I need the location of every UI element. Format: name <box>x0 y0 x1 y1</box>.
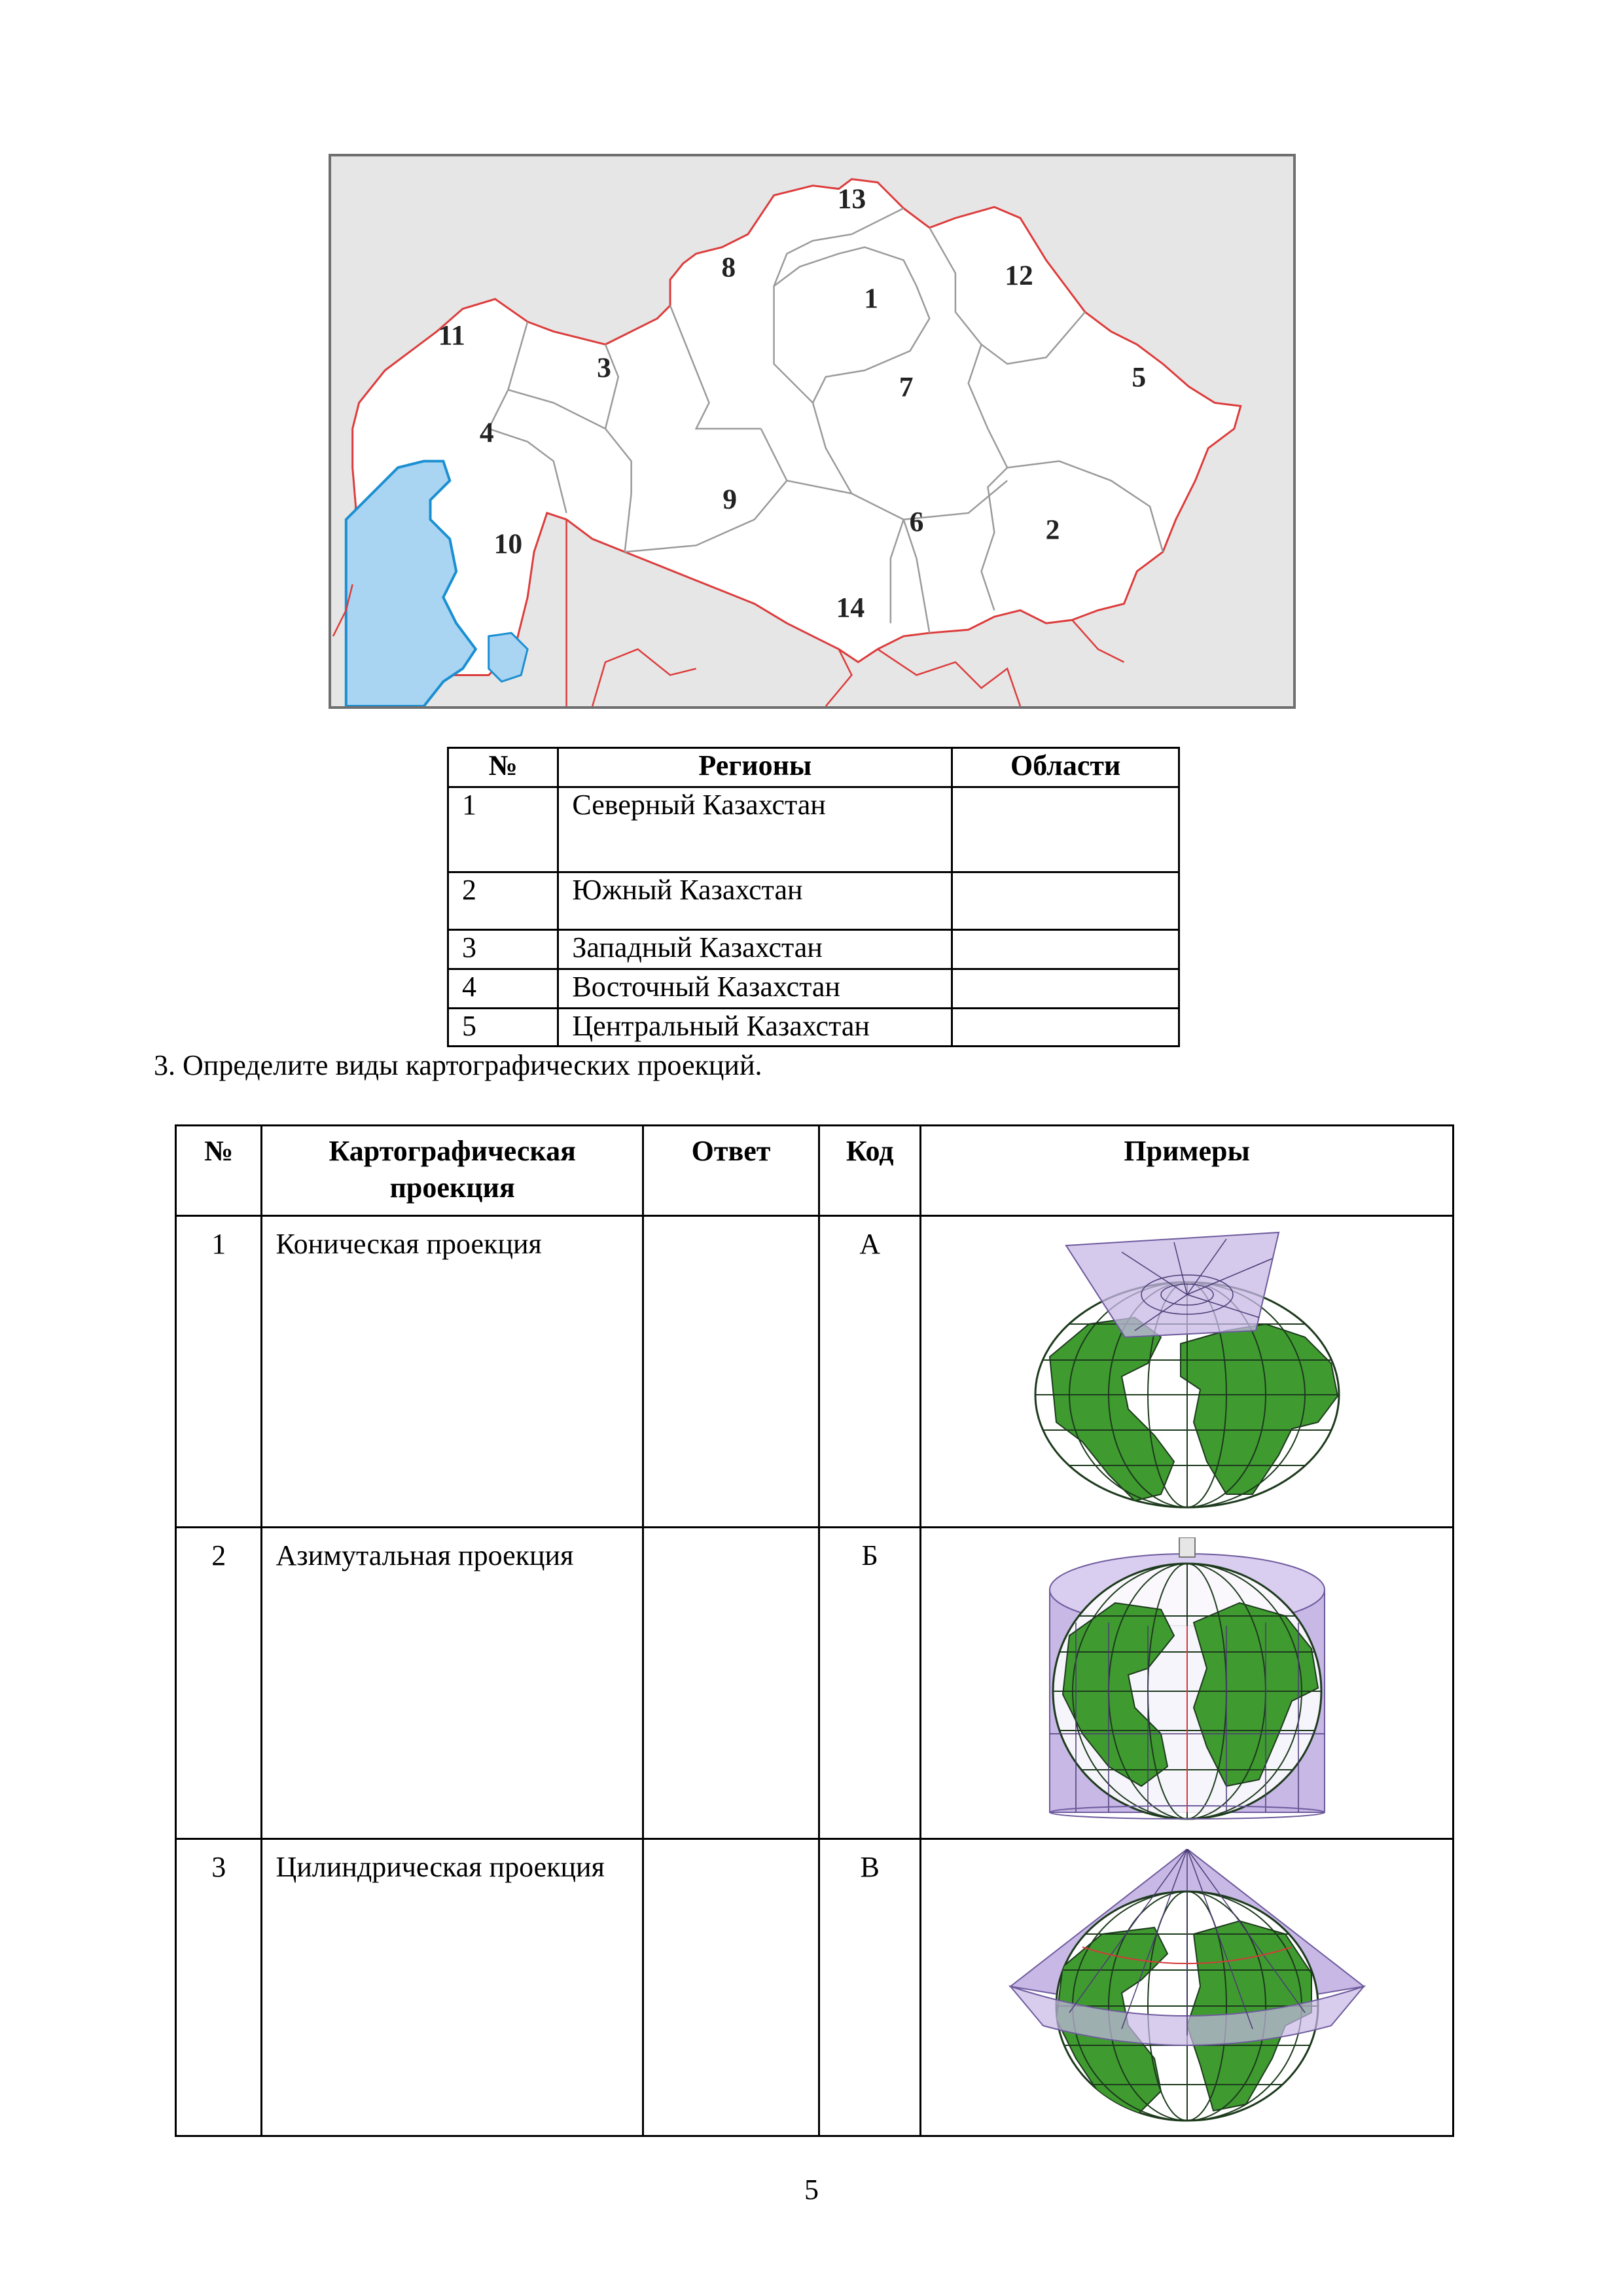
row-oblast-answer[interactable] <box>952 872 1179 930</box>
region-number-13: 13 <box>837 183 866 215</box>
row-region: Западный Казахстан <box>558 930 952 969</box>
table-row <box>448 930 1179 969</box>
row-code: В <box>819 1839 921 2136</box>
task-instruction: 3. Определите виды картографических проекций. <box>154 1049 762 1081</box>
azimuthal-globe-icon <box>1030 1226 1344 1514</box>
region-number-4: 4 <box>479 416 494 448</box>
row-region: Восточный Казахстан <box>558 969 952 1009</box>
row-code: А <box>819 1216 921 1528</box>
cylindrical-globe-icon <box>1030 1537 1344 1825</box>
table-row <box>448 1009 1179 1047</box>
header-number: № <box>176 1126 262 1216</box>
row-oblast-answer[interactable] <box>952 930 1179 969</box>
header-regions: Регионы <box>558 748 952 787</box>
projections-table <box>175 1124 1454 2137</box>
region-number-5: 5 <box>1132 361 1147 393</box>
region-number-1: 1 <box>864 282 879 314</box>
row-oblast-answer[interactable] <box>952 969 1179 1009</box>
row-answer[interactable] <box>643 1528 819 1839</box>
region-number-14: 14 <box>836 592 865 624</box>
row-region: Южный Казахстан <box>558 872 952 930</box>
row-number: 5 <box>448 1009 558 1047</box>
region-number-8: 8 <box>721 251 736 283</box>
region-number-7: 7 <box>899 371 914 403</box>
map-svg <box>331 156 1293 706</box>
region-number-12: 12 <box>1005 260 1033 292</box>
row-answer[interactable] <box>643 1839 819 2136</box>
table-header-row <box>176 1126 1454 1216</box>
row-projection: Цилиндрическая проекция <box>262 1839 643 2136</box>
region-number-11: 11 <box>438 319 465 351</box>
row-oblast-answer[interactable] <box>952 1009 1179 1047</box>
table-row <box>448 969 1179 1009</box>
regions-table <box>447 747 1180 1047</box>
header-oblasts: Области <box>952 748 1179 787</box>
row-projection: Коническая проекция <box>262 1216 643 1528</box>
table-row <box>176 1839 1454 2136</box>
region-number-2: 2 <box>1045 514 1060 546</box>
region-number-6: 6 <box>909 506 924 538</box>
row-example <box>921 1839 1454 2136</box>
region-number-9: 9 <box>722 483 738 515</box>
header-number: № <box>448 748 558 787</box>
kazakhstan-map <box>329 154 1296 709</box>
row-number: 4 <box>448 969 558 1009</box>
row-number: 2 <box>448 872 558 930</box>
header-answer: Ответ <box>643 1126 819 1216</box>
row-example <box>921 1216 1454 1528</box>
region-number-3: 3 <box>597 351 611 384</box>
row-example <box>921 1528 1454 1839</box>
table-row <box>176 1216 1454 1528</box>
row-projection: Азимутальная проекция <box>262 1528 643 1839</box>
aral-sea <box>489 633 527 681</box>
table-row <box>448 787 1179 872</box>
page-number: 5 <box>804 2174 819 2206</box>
row-region: Центральный Казахстан <box>558 1009 952 1047</box>
row-number: 3 <box>176 1839 262 2136</box>
row-number: 3 <box>448 930 558 969</box>
row-answer[interactable] <box>643 1216 819 1528</box>
conical-globe-icon <box>1004 1849 1370 2124</box>
table-row <box>176 1528 1454 1839</box>
header-projection: Картографическая проекция <box>262 1126 643 1216</box>
row-number: 2 <box>176 1528 262 1839</box>
row-number: 1 <box>448 787 558 872</box>
row-oblast-answer[interactable] <box>952 787 1179 872</box>
header-examples: Примеры <box>921 1126 1454 1216</box>
header-code: Код <box>819 1126 921 1216</box>
region-number-10: 10 <box>493 528 523 560</box>
row-region: Северный Казахстан <box>558 787 952 872</box>
table-header-row <box>448 748 1179 787</box>
row-code: Б <box>819 1528 921 1839</box>
table-row <box>448 872 1179 930</box>
row-number: 1 <box>176 1216 262 1528</box>
